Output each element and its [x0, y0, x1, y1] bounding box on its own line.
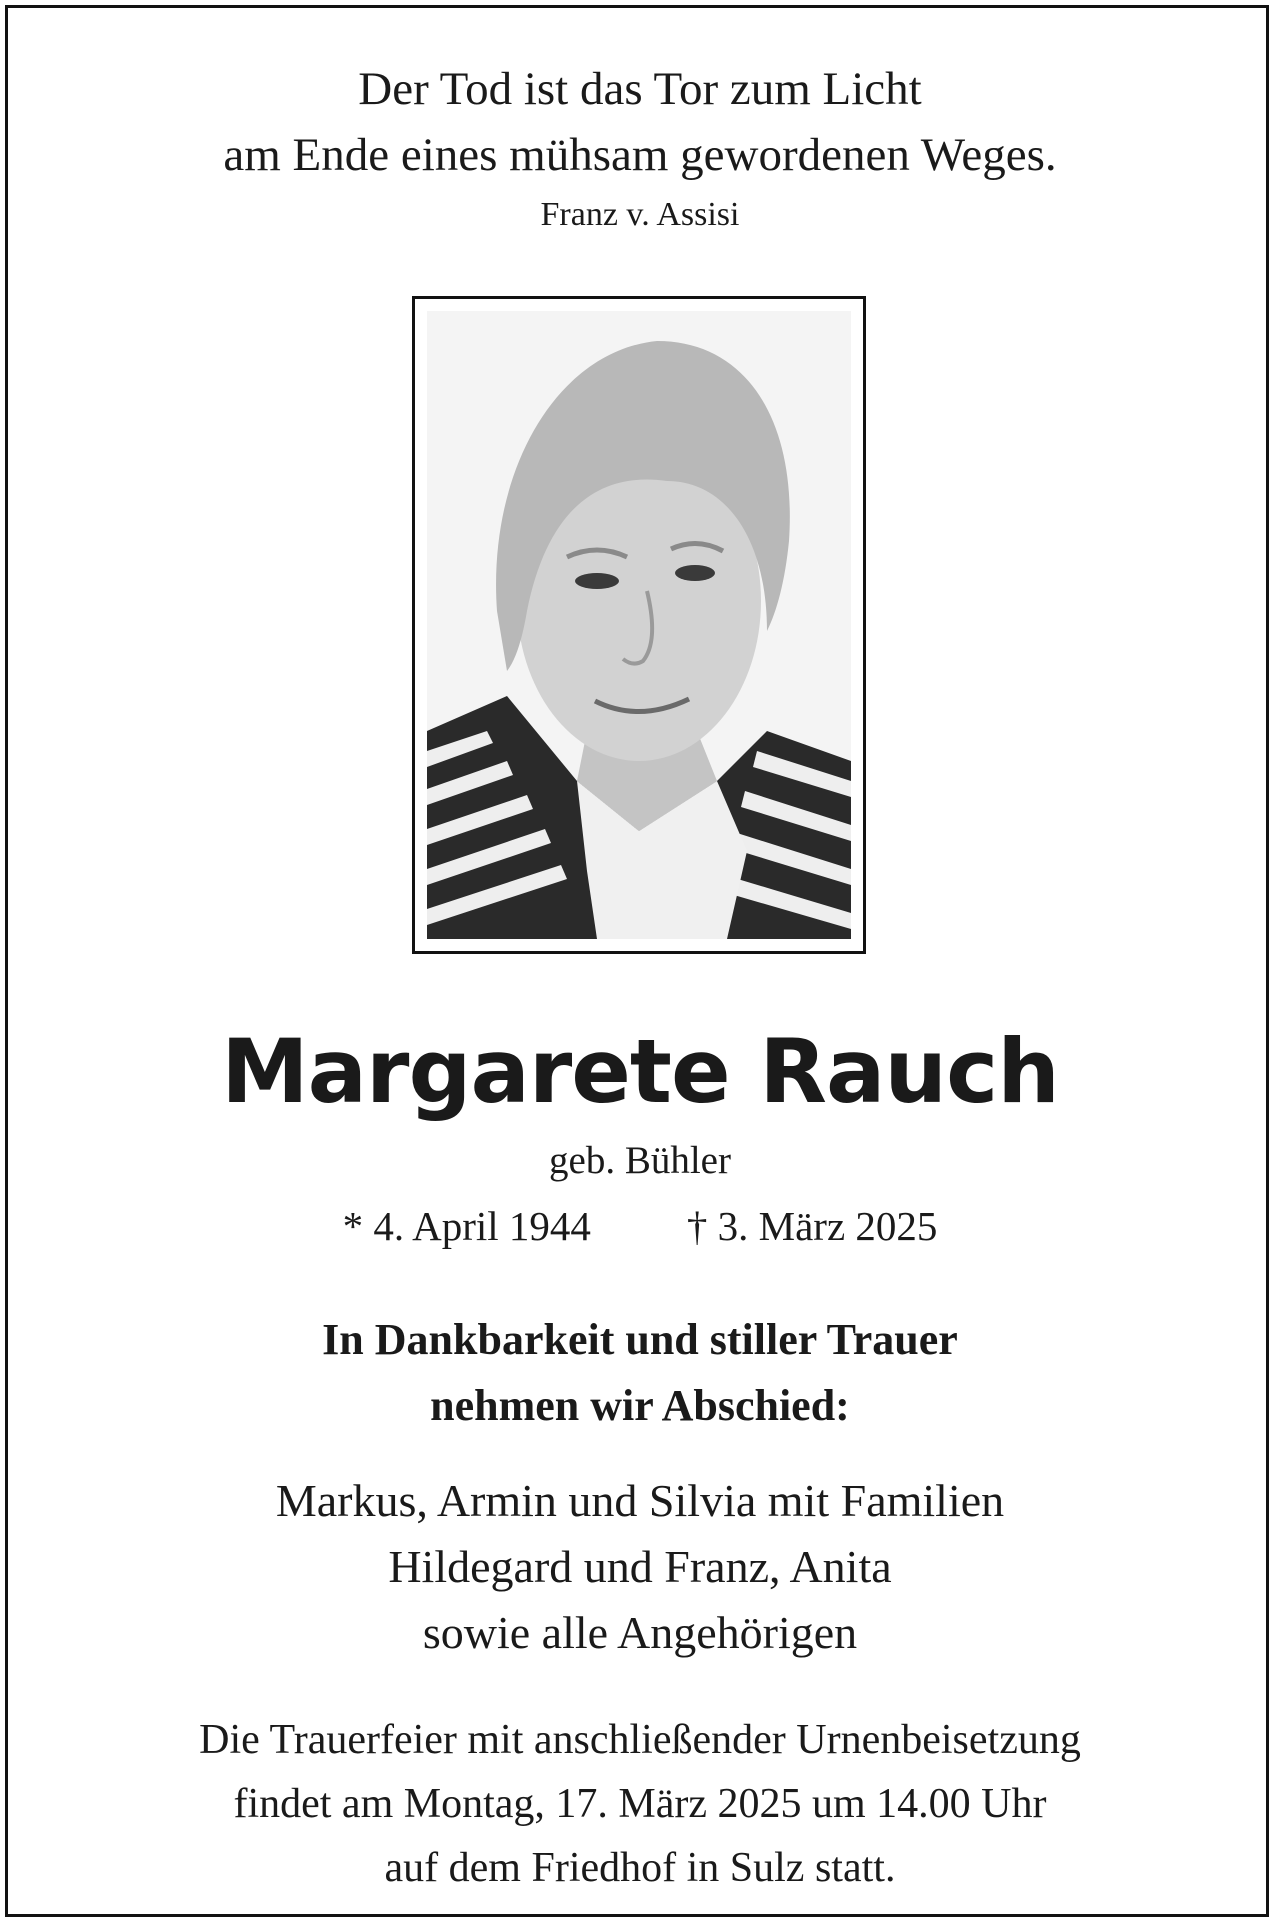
portrait-frame — [412, 296, 866, 954]
mourning-line-1: In Dankbarkeit und stiller Trauer — [322, 1315, 958, 1364]
quote-line-1: Der Tod ist das Tor zum Licht — [358, 63, 922, 115]
life-dates — [0, 1202, 1280, 1250]
ceremony-line-1: Die Trauerfeier mit anschließender Urnenbeisetzung — [199, 1717, 1081, 1763]
family-line-3: sowie alle Angehörigen — [422, 1607, 858, 1658]
family-line-2: Hildegard und Franz, Anita — [388, 1541, 892, 1592]
birth-date: * 4. April 1944 — [342, 1203, 591, 1249]
right-eye — [675, 565, 715, 581]
ceremony-line-2: findet am Montag, 17. März 2025 um 14.00 Uhr — [233, 1781, 1047, 1827]
ceremony-line-3: auf dem Friedhof in Sulz statt. — [384, 1845, 896, 1891]
portrait-photo — [427, 311, 851, 939]
quote-author: Franz v. Assisi — [540, 196, 740, 233]
deceased-name: Margarete Rauch — [221, 1020, 1059, 1123]
death-date: † 3. März 2025 — [686, 1203, 938, 1249]
family-line-1: Markus, Armin und Silvia mit Familien — [275, 1475, 1005, 1526]
maiden-name: geb. Bühler — [549, 1139, 731, 1182]
quote-line-2: am Ende eines mühsam gewordenen Weges. — [223, 129, 1057, 181]
left-eye — [575, 573, 619, 589]
mourning-line-2: nehmen wir Abschied: — [430, 1381, 850, 1430]
